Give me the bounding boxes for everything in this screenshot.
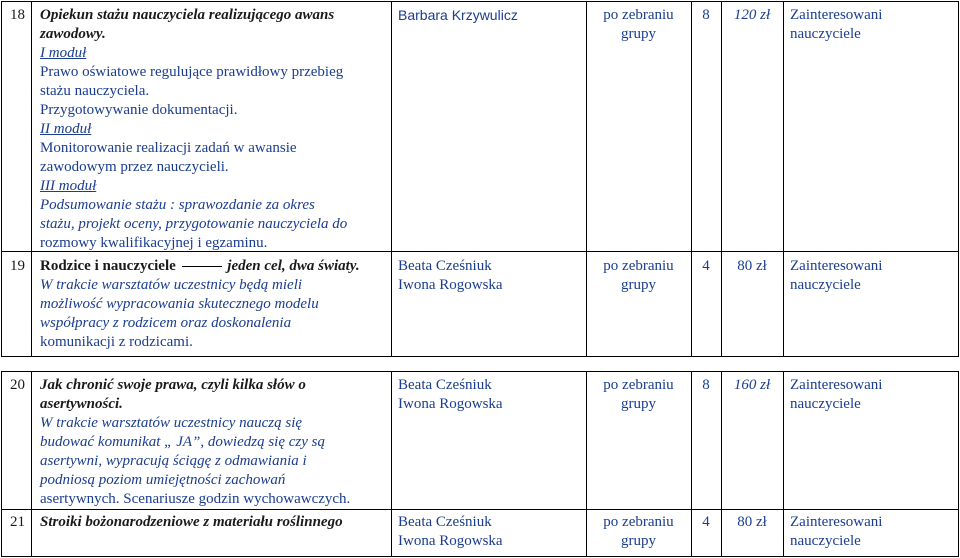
course-title-cont: asertywności. xyxy=(40,396,123,412)
module-label: I moduł xyxy=(40,45,87,61)
row-number: 18 xyxy=(10,7,25,23)
course-title xyxy=(40,257,360,276)
col-border-5 xyxy=(721,1,722,357)
course-price: 80 zł xyxy=(737,258,767,274)
course-audience: Zainteresowani xyxy=(790,377,883,393)
table-border-top xyxy=(1,1,958,2)
table-border-row20 xyxy=(1,509,958,510)
course-description: asertywni, wypracują ściągę z odmawiania i xyxy=(40,453,307,469)
module-text: stażu, projekt oceny, przygotowanie nauczyciela do xyxy=(40,216,348,232)
course-price: 160 zł xyxy=(733,377,771,393)
course-title-cont: zawodowy. xyxy=(40,26,106,42)
col2-border-0 xyxy=(1,371,2,557)
course-form: po zebraniu xyxy=(603,258,674,274)
course-leader: Iwona Rogowska xyxy=(398,396,503,412)
course-price: 80 zł xyxy=(737,514,767,530)
module-label: III moduł xyxy=(40,178,97,194)
course-audience-cont: nauczyciele xyxy=(790,26,861,42)
row-number: 20 xyxy=(10,377,25,393)
table-border-row20-top xyxy=(1,371,958,372)
col2-border-7 xyxy=(958,371,959,557)
course-hours: 8 xyxy=(702,377,710,393)
course-hours: 4 xyxy=(702,258,710,274)
module-text: Przygotowywanie dokumentacji. xyxy=(40,102,238,118)
course-title-part: Rodzice i nauczyciele xyxy=(40,258,176,274)
col-border-6 xyxy=(783,1,784,357)
course-description: asertywnych. Scenariusze godzin wychowawczych. xyxy=(40,491,351,507)
course-description: W trakcie warsztatów uczestnicy będą mieli xyxy=(40,277,303,293)
course-hours: 4 xyxy=(702,514,710,530)
course-leader: Iwona Rogowska xyxy=(398,533,503,549)
course-hours: 8 xyxy=(702,7,710,23)
course-price: 120 zł xyxy=(733,7,771,23)
course-audience-cont: nauczyciele xyxy=(790,396,861,412)
table-border-bottom xyxy=(1,556,958,557)
col-border-2 xyxy=(391,1,392,357)
course-description: możliwość wypracowania skutecznego modelu xyxy=(40,296,319,312)
course-description: W trakcie warsztatów uczestnicy nauczą się xyxy=(40,415,303,431)
course-audience: Zainteresowani xyxy=(790,514,883,530)
module-label: II moduł xyxy=(40,121,92,137)
col2-border-6 xyxy=(783,371,784,557)
course-leader: Barbara Krzywulicz xyxy=(398,7,518,23)
course-leader: Beata Cześniuk xyxy=(398,377,492,393)
course-title: Jak chronić swoje prawa, czyli kilka słów o xyxy=(40,377,306,393)
module-text: Podsumowanie stażu : sprawozdanie za okres xyxy=(40,197,315,213)
module-text: zawodowym przez nauczycieli. xyxy=(40,159,229,175)
course-form: po zebraniu xyxy=(603,514,674,530)
col-border-7 xyxy=(958,1,959,357)
title-dash xyxy=(182,266,222,267)
course-description: komunikacji z rodzicami. xyxy=(40,334,193,350)
course-title: Stroiki bożonarodzeniowe z materiału roślinnego xyxy=(40,514,343,530)
col2-border-2 xyxy=(391,371,392,557)
row-number: 21 xyxy=(10,514,25,530)
course-leader: Iwona Rogowska xyxy=(398,277,503,293)
col-border-0 xyxy=(1,1,2,357)
course-description: współpracy z rodzicem oraz doskonalenia xyxy=(40,315,292,331)
col-border-1 xyxy=(31,1,32,357)
course-title: Opiekun stażu nauczyciela realizującego awans xyxy=(40,7,335,23)
course-leader: Beata Cześniuk xyxy=(398,258,492,274)
course-description: podniosą poziom umiejętności zachowań xyxy=(40,472,286,488)
course-audience-cont: nauczyciele xyxy=(790,277,861,293)
course-audience: Zainteresowani xyxy=(790,258,883,274)
col-border-4 xyxy=(691,1,692,357)
course-form-cont: grupy xyxy=(621,26,656,42)
col-border-3 xyxy=(586,1,587,357)
course-form: po zebraniu xyxy=(603,377,674,393)
course-audience: Zainteresowani xyxy=(790,7,883,23)
module-text: Monitorowanie realizacji zadań w awansie xyxy=(40,140,297,156)
course-leader: Beata Cześniuk xyxy=(398,514,492,530)
course-title-part: jeden cel, dwa światy. xyxy=(227,258,360,274)
col2-border-1 xyxy=(31,371,32,557)
course-form-cont: grupy xyxy=(621,533,656,549)
course-form: po zebraniu xyxy=(603,7,674,23)
course-form-cont: grupy xyxy=(621,277,656,293)
table-border-row19 xyxy=(1,356,958,357)
row-number: 19 xyxy=(10,258,25,274)
module-text: Prawo oświatowe regulujące prawidłowy przebieg xyxy=(40,64,344,80)
module-text: rozmowy kwalifikacyjnej i egzaminu. xyxy=(40,235,268,251)
course-description: budować komunikat „ JA”, dowiedzą się czy są xyxy=(40,434,325,450)
course-audience-cont: nauczyciele xyxy=(790,533,861,549)
module-text: stażu nauczyciela. xyxy=(40,83,150,99)
course-form-cont: grupy xyxy=(621,396,656,412)
